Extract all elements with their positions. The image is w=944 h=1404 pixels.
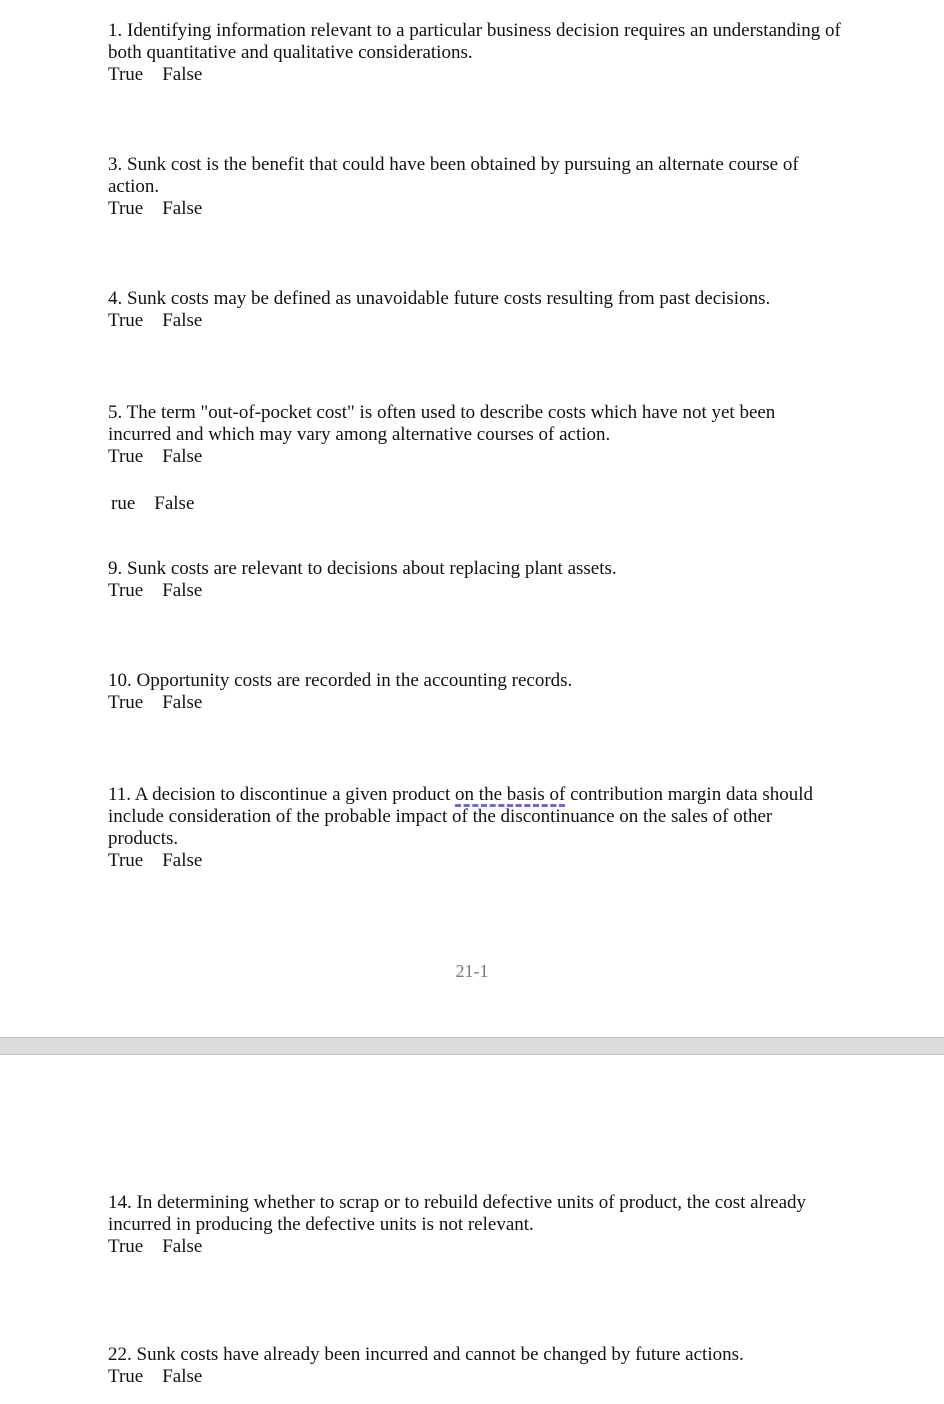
question-14-false-option[interactable]: False xyxy=(162,1236,203,1257)
question-22-false-option[interactable]: False xyxy=(162,1366,203,1387)
question-1 xyxy=(108,20,848,86)
page-break-divider xyxy=(0,1037,944,1055)
page-number: 21-1 xyxy=(455,961,489,981)
question-10-text: 10. Opportunity costs are recorded in the accounting records. xyxy=(108,670,573,691)
question-5-text: 5. The term "out-of-pocket cost" is often used to describe costs which have not yet been incurred and which may vary among alternative courses of action. xyxy=(108,402,776,445)
question-14-options xyxy=(108,1236,848,1258)
question-9 xyxy=(108,558,848,602)
question-10-options xyxy=(108,692,848,714)
question-9-true-option[interactable]: True xyxy=(108,580,144,601)
question-14 xyxy=(108,1192,848,1258)
question-9-text: 9. Sunk costs are relevant to decisions about replacing plant assets. xyxy=(108,558,617,579)
question-3-options xyxy=(108,198,848,220)
orphan-true-option[interactable]: rue xyxy=(111,493,136,514)
question-10-true-option[interactable]: True xyxy=(108,692,144,713)
question-14-text: 14. In determining whether to scrap or to rebuild defective units of product, the cost already incurred in producing the defective units is not relevant. xyxy=(108,1192,807,1235)
question-4-true-option[interactable]: True xyxy=(108,310,144,331)
question-3-false-option[interactable]: False xyxy=(162,198,203,219)
question-10 xyxy=(108,670,848,714)
question-11-text-end: contribution margin data should include consideration of the probable impact of the discontinuance on the sales of other products. xyxy=(108,784,814,849)
question-22 xyxy=(108,1344,848,1388)
question-11-text-start: 11. A decision to discontinue a given product xyxy=(108,784,456,805)
question-11-true-option[interactable]: True xyxy=(108,850,144,871)
question-3-true-option[interactable]: True xyxy=(108,198,144,219)
question-1-true-option[interactable]: True xyxy=(108,64,144,85)
question-4 xyxy=(108,288,848,332)
question-11-text xyxy=(108,784,838,850)
question-5 xyxy=(108,402,798,468)
question-10-false-option[interactable]: False xyxy=(162,692,203,713)
question-3-text: 3. Sunk cost is the benefit that could have been obtained by pursuing an alternate course of action. xyxy=(108,154,799,197)
question-22-options xyxy=(108,1366,848,1388)
question-11-false-option[interactable]: False xyxy=(162,850,203,871)
orphan-false-option[interactable]: False xyxy=(154,493,195,514)
question-14-true-option[interactable]: True xyxy=(108,1236,144,1257)
question-1-text: 1. Identifying information relevant to a particular business decision requires an understanding of both quantitative and qualitative considerations. xyxy=(108,20,841,63)
question-5-true-option[interactable]: True xyxy=(108,446,144,467)
question-22-text: 22. Sunk costs have already been incurred and cannot be changed by future actions. xyxy=(108,1344,744,1365)
question-11 xyxy=(108,784,838,872)
question-11-options xyxy=(108,850,838,872)
question-4-text: 4. Sunk costs may be defined as unavoidable future costs resulting from past decisions. xyxy=(108,288,771,309)
question-3 xyxy=(108,154,848,220)
question-4-options xyxy=(108,310,848,332)
orphan-options xyxy=(111,493,194,515)
question-4-false-option[interactable]: False xyxy=(162,310,203,331)
question-9-options xyxy=(108,580,848,602)
question-9-false-option[interactable]: False xyxy=(162,580,203,601)
grammar-flagged-phrase[interactable]: on the basis of xyxy=(455,784,566,805)
question-5-false-option[interactable]: False xyxy=(162,446,203,467)
question-22-true-option[interactable]: True xyxy=(108,1366,144,1387)
question-1-false-option[interactable]: False xyxy=(162,64,203,85)
question-5-options xyxy=(108,446,798,468)
question-1-options xyxy=(108,64,848,86)
